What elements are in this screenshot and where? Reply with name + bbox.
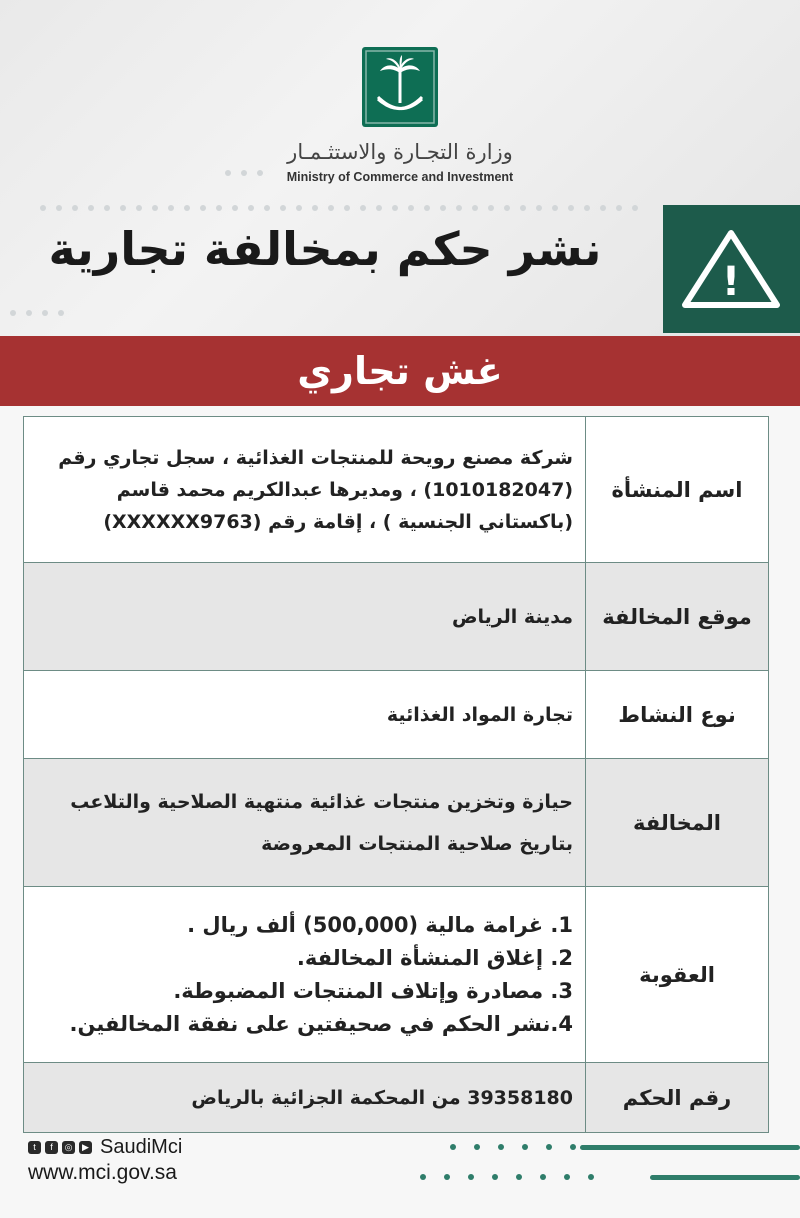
warning-box (663, 205, 800, 333)
row-value-violation: حيازة وتخزين منتجات غذائية منتهية الصلاحية والتلاعب بتاريخ صلاحية المنتجات المعروضة (24, 759, 586, 887)
penalty-item: 2. إغلاق المنشأة المخالفة. (296, 945, 573, 970)
row-value-activity: تجارة المواد الغذائية (24, 671, 586, 759)
twitter-icon[interactable]: t (28, 1141, 41, 1154)
ministry-name-arabic: وزارة التجـارة والاستثـمـار (287, 140, 513, 164)
decorative-dots (420, 1174, 594, 1180)
social-handle-row (28, 1136, 182, 1159)
ministry-name-english: Ministry of Commerce and Investment (286, 170, 514, 184)
row-label-penalty: العقوبة (586, 887, 769, 1063)
decorative-dots (40, 205, 638, 211)
penalty-item: 3. مصادرة وإتلاف المنتجات المضبوطة. (173, 978, 573, 1003)
table-row (24, 887, 769, 1063)
penalty-item: 4.نشر الحكم في صحيفتين على نفقة المخالفين. (69, 1011, 573, 1036)
penalty-item: 1. غرامة مالية (500,000) ألف ريال . (187, 912, 573, 937)
ministry-logo (362, 47, 438, 127)
table-row (24, 671, 769, 759)
decorative-dots (10, 310, 64, 316)
decorative-dots (450, 1144, 576, 1150)
row-value-ruling-number: 39358180 من المحكمة الجزائية بالرياض (24, 1063, 586, 1133)
facebook-icon[interactable]: f (45, 1141, 58, 1154)
row-label-establishment: اسم المنشأة (586, 417, 769, 563)
row-label-violation: المخالفة (586, 759, 769, 887)
social-handle[interactable]: SaudiMci (100, 1136, 183, 1158)
table-row (24, 1063, 769, 1133)
row-label-ruling-number: رقم الحكم (586, 1063, 769, 1133)
warning-triangle-icon (663, 205, 800, 333)
row-value-penalty (24, 887, 586, 1063)
row-label-location: موقع المخالفة (586, 563, 769, 671)
youtube-icon[interactable]: ▶ (79, 1141, 92, 1154)
footer-accent-line (650, 1175, 800, 1180)
table-row (24, 563, 769, 671)
row-value-location: مدينة الرياض (24, 563, 586, 671)
violation-details-table (23, 416, 769, 1133)
table-row (24, 417, 769, 563)
row-value-establishment: شركة مصنع رويحة للمنتجات الغذائية ، سجل تجاري رقم (1010182047) ، ومديرها عبدالكريم محمد قاسم (باكستاني الجنسية ) ، إقامة رقم (XXXXXX9763) (24, 417, 586, 563)
row-label-activity: نوع النشاط (586, 671, 769, 759)
website-link[interactable]: www.mci.gov.sa (28, 1161, 177, 1184)
instagram-icon[interactable]: ◎ (62, 1141, 75, 1154)
page-title: نشر حكم بمخالفة تجارية (48, 222, 602, 276)
footer-accent-line (580, 1145, 800, 1150)
palm-swords-emblem-icon (362, 47, 438, 127)
violation-type-banner: غش تجاري (0, 336, 800, 406)
warning-exclamation: ! (721, 259, 741, 305)
table-row (24, 759, 769, 887)
